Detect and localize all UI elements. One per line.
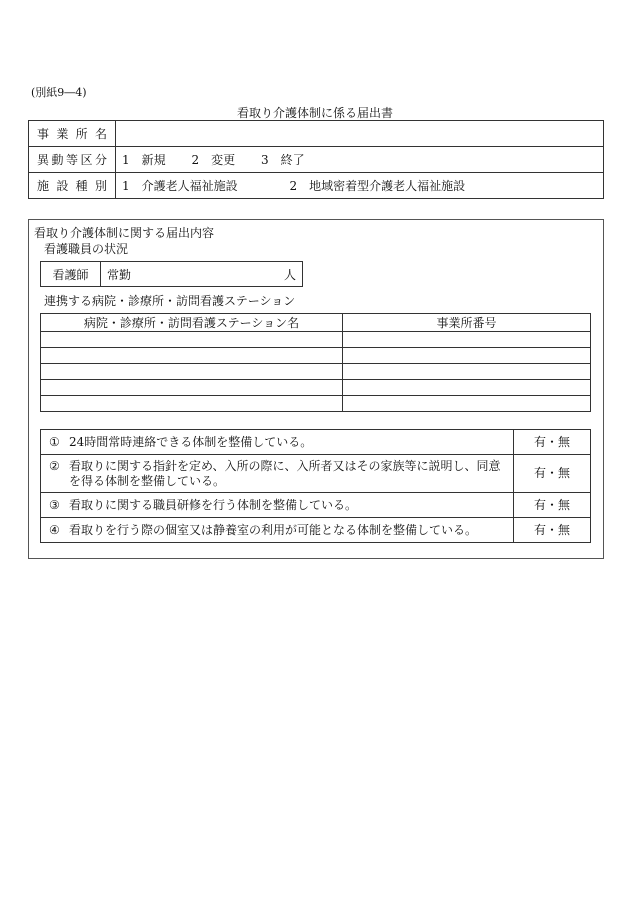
nurse-label: 看護師 — [41, 262, 101, 287]
item-number: ③ — [49, 497, 60, 512]
staff-heading: 看護職員の状況 — [44, 242, 129, 256]
details-heading: 看取り介護体制に関する届出内容 — [34, 226, 215, 240]
requirement-text — [41, 518, 514, 543]
nurse-count-cell[interactable] — [101, 262, 303, 287]
checklist-row — [41, 430, 591, 455]
staff-table — [40, 261, 303, 287]
office-number-cell[interactable] — [343, 380, 591, 396]
document-reference: (別紙9―4) — [31, 86, 87, 99]
item-number: ② — [49, 458, 60, 473]
facility-name-cell[interactable] — [41, 364, 343, 380]
link-heading: 連携する病院・診療所・訪問看護ステーション — [44, 294, 296, 308]
change-category-options — [116, 147, 604, 173]
table-row — [41, 396, 591, 412]
facility-name-cell[interactable] — [41, 332, 343, 348]
table-header-row — [41, 314, 591, 332]
facility-name-cell[interactable] — [41, 396, 343, 412]
office-name-field[interactable] — [116, 121, 604, 147]
requirement-text — [41, 430, 514, 455]
info-row-facility-type — [29, 173, 604, 199]
facility-name-cell[interactable] — [41, 380, 343, 396]
requirements-checklist — [40, 429, 591, 543]
yes-no-choice[interactable]: 有・無 — [514, 493, 591, 518]
office-number-cell[interactable] — [343, 332, 591, 348]
checklist-row — [41, 493, 591, 518]
unit-label: 人 — [283, 267, 296, 282]
table-row — [41, 348, 591, 364]
requirement-label: 看取りを行う際の個室又は静養室の利用が可能となる体制を整備している。 — [69, 522, 478, 537]
item-number: ① — [49, 434, 60, 449]
option-elderly-welfare-facility[interactable]: 1 介護老人福祉施設 — [122, 179, 238, 193]
yes-no-choice[interactable]: 有・無 — [514, 518, 591, 543]
column-header-office-number: 事業所番号 — [343, 314, 591, 332]
column-header-facility-name: 病院・診療所・訪問看護ステーション名 — [41, 314, 343, 332]
facility-type-options — [116, 173, 604, 199]
requirement-label: 看取りに関する指針を定め、入所の際に、入所者又はその家族等に説明し、同意を得る体制を整備している。 — [69, 458, 501, 488]
office-number-cell[interactable] — [343, 396, 591, 412]
info-row-change-category — [29, 147, 604, 173]
page-title: 看取り介護体制に係る届出書 — [236, 106, 393, 120]
option-change[interactable]: 2 変更 — [191, 153, 236, 167]
table-row — [41, 364, 591, 380]
requirement-label: 24時間常時連絡できる体制を整備している。 — [69, 434, 313, 449]
facility-name-cell[interactable] — [41, 348, 343, 364]
checklist-row — [41, 518, 591, 543]
requirement-label: 看取りに関する職員研修を行う体制を整備している。 — [69, 497, 358, 512]
requirement-text — [41, 493, 514, 518]
table-row — [41, 380, 591, 396]
change-category-label: 異動等区分 — [29, 147, 116, 173]
facility-type-label: 施設種別 — [29, 173, 116, 199]
option-end[interactable]: 3 終了 — [260, 153, 305, 167]
facility-info-table — [28, 120, 604, 199]
office-number-cell[interactable] — [343, 348, 591, 364]
option-new[interactable]: 1 新規 — [122, 153, 166, 167]
office-name-label: 事業所名 — [29, 121, 116, 147]
requirement-text — [41, 455, 514, 493]
item-number: ④ — [49, 522, 60, 537]
linked-facilities-table — [40, 313, 591, 412]
table-row — [41, 332, 591, 348]
employment-type: 常勤 — [107, 267, 132, 282]
option-community-elderly-welfare-facility[interactable]: 2 地域密着型介護老人福祉施設 — [289, 179, 466, 193]
yes-no-choice[interactable]: 有・無 — [514, 455, 591, 493]
yes-no-choice[interactable]: 有・無 — [514, 430, 591, 455]
office-number-cell[interactable] — [343, 364, 591, 380]
info-row-office-name — [29, 121, 604, 147]
checklist-row — [41, 455, 591, 493]
